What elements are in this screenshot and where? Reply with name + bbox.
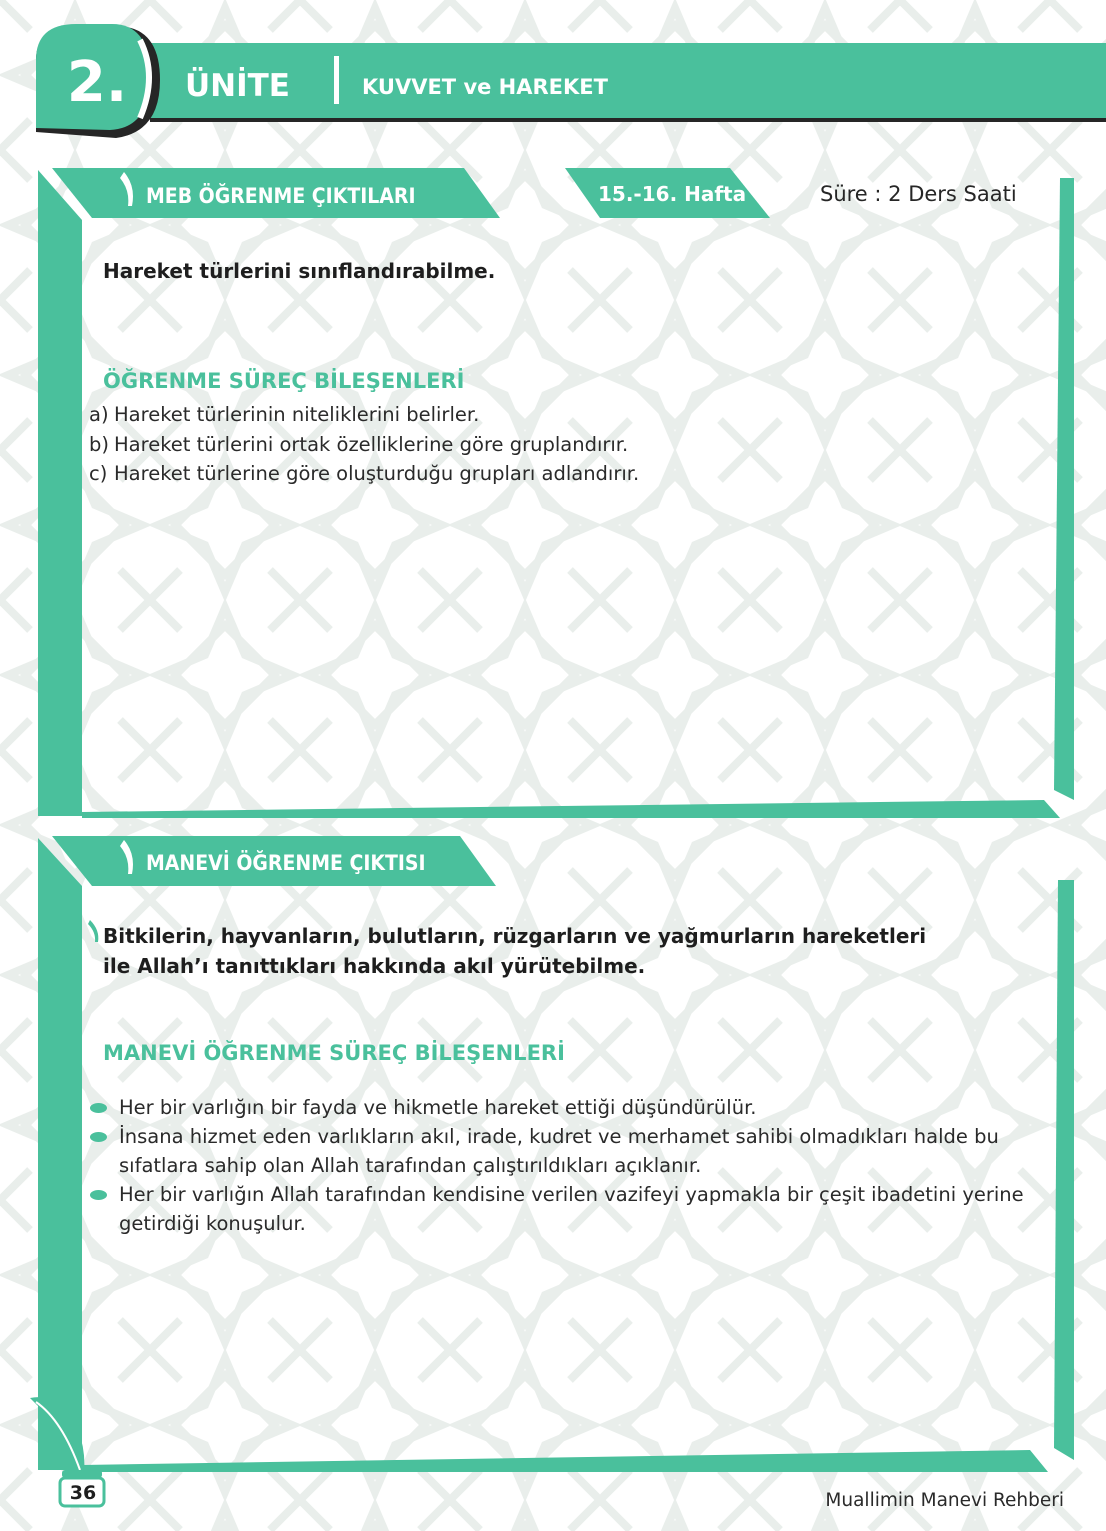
- list-item-text: İnsana hizmet eden varlıkların akıl, irade, kudret ve merhamet sahibi olmadıkları halde bu sıfatlara sahip olan Allah tarafından çalıştırıldıkları açıklanır.: [119, 1125, 999, 1177]
- list-item: [89, 430, 639, 460]
- book-title: Muallimin Manevi Rehberi: [825, 1490, 1064, 1511]
- unit-topic: KUVVET ve HAREKET: [362, 75, 608, 99]
- unit-label: ÜNİTE: [185, 68, 290, 104]
- unit-header-bar: [150, 43, 1106, 122]
- components-list: [89, 400, 639, 489]
- bullet-icon: [90, 1190, 107, 1200]
- section1-ribbon-title: MEB ÖĞRENME ÇIKTILARI: [146, 184, 416, 208]
- spiritual-components-list: [90, 1093, 1030, 1238]
- learning-outcome: Hareket türlerini sınıflandırabilme.: [103, 259, 496, 283]
- components-heading: ÖĞRENME SÜREÇ BİLEŞENLERİ: [103, 369, 465, 393]
- header-divider: [334, 56, 339, 104]
- feather-icon: [88, 920, 98, 942]
- spiritual-outcome-line2: ile Allah’ı tanıttıkları hakkında akıl yürütebilme.: [103, 954, 646, 978]
- list-item-text: Hareket türlerinin niteliklerini belirler.: [114, 403, 480, 426]
- list-marker: c): [89, 462, 108, 485]
- list-item-text: Hareket türlerini ortak özelliklerine göre gruplandırır.: [114, 432, 629, 456]
- list-item: [90, 1093, 1030, 1122]
- duration-label: Süre : 2 Ders Saati: [820, 182, 1017, 206]
- list-item: [89, 400, 639, 430]
- week-label: 15.-16. Hafta: [598, 182, 747, 206]
- list-marker: b): [89, 432, 109, 456]
- list-marker: a): [89, 403, 109, 426]
- list-item-text: Her bir varlığın bir fayda ve hikmetle hareket ettiği düşündürülür.: [119, 1096, 757, 1119]
- list-item: [90, 1180, 1030, 1238]
- page-number: 36: [69, 1482, 97, 1504]
- list-item-text: Her bir varlığın Allah tarafından kendisine verilen vazifeyi yapmakla bir çeşit ibadetini yerine getirdiği konuşulur.: [119, 1183, 1024, 1235]
- unit-number: 2.: [66, 50, 128, 115]
- list-item: [89, 459, 639, 489]
- bullet-icon: [90, 1132, 107, 1142]
- list-item-text: Hareket türlerine göre oluşturduğu grupları adlandırır.: [114, 462, 640, 485]
- list-item: [90, 1122, 1030, 1180]
- spiritual-components-heading: MANEVİ ÖĞRENME SÜREÇ BİLEŞENLERİ: [103, 1041, 565, 1065]
- spiritual-outcome-line1: Bitkilerin, hayvanların, bulutların, rüzgarların ve yağmurların hareketleri: [103, 924, 927, 948]
- section2-ribbon-title: MANEVİ ÖĞRENME ÇIKTISI: [146, 851, 426, 875]
- bullet-icon: [90, 1103, 107, 1113]
